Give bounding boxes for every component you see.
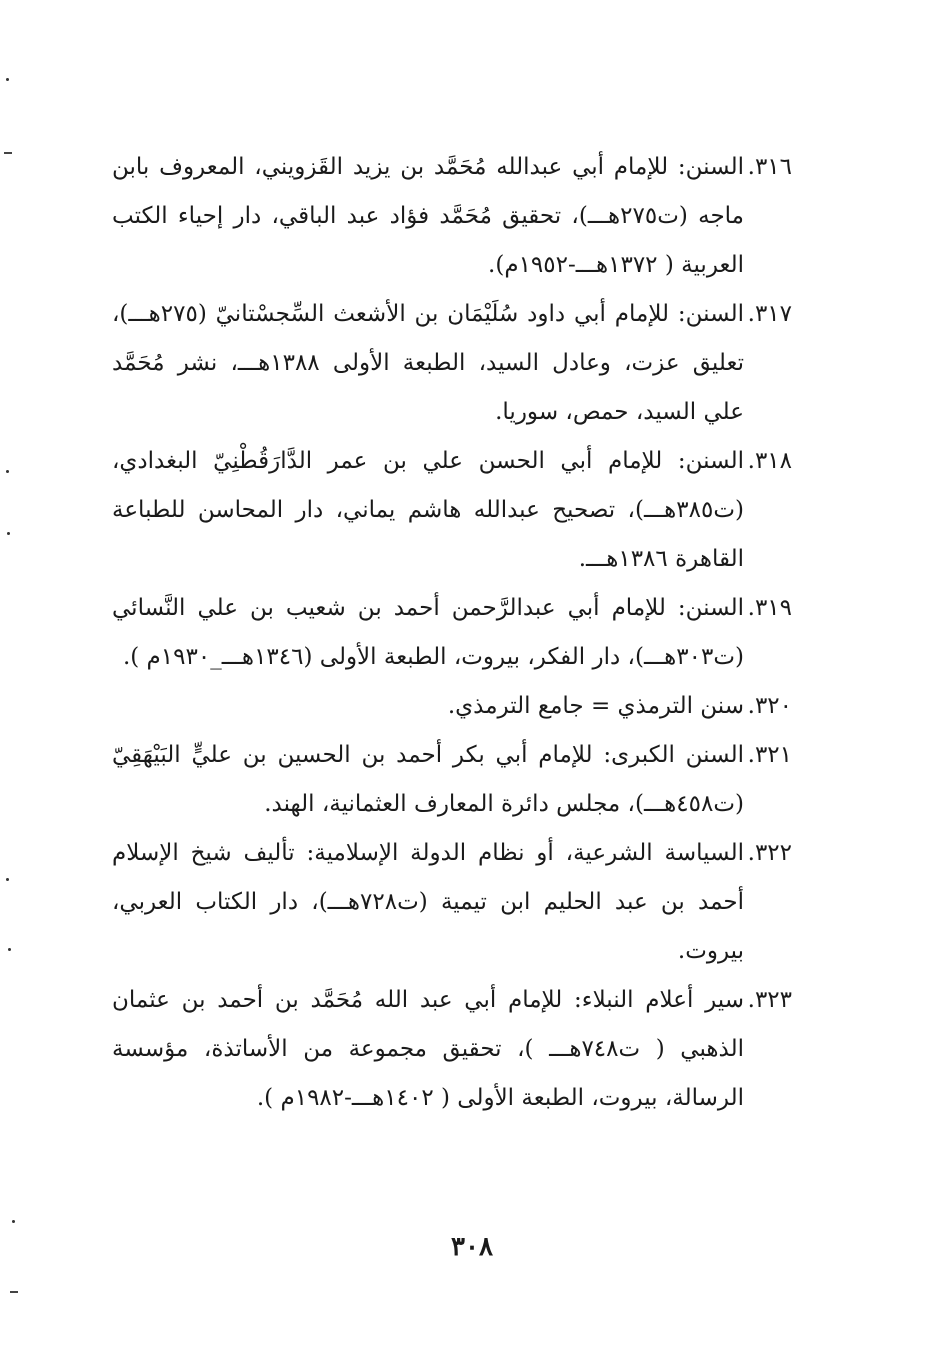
entry-number: ٣١٨. [747,448,792,474]
entry-number: ٣٢٣. [747,987,792,1013]
bibliography-entry [112,829,792,976]
entry-text: السياسة الشرعية، أو نظام الدولة الإسلامية: تأليف شيخ الإسلام أحمد بن عبد الحليم ابن تيمية (ت٧٢٨هـــ)، دار الكتاب العربي، بيروت. [112,840,744,964]
scan-speck [6,470,9,473]
scan-speck [6,78,9,81]
bibliography-list [112,143,792,1123]
entry-text: سير أعلام النبلاء: للإمام أبي عبد الله مُحَمَّد بن أحمد بن عثمان الذهبي ( ت٧٤٨هـــ )، تحقيق مجموعة من الأساتذة، مؤسسة الرسالة، بيروت، الطبعة الأولى ( ١٤٠٢هـــ-١٩٨٢م ). [112,987,744,1111]
entry-number: ٣١٦. [747,154,792,180]
scan-speck [4,152,12,154]
page-number: ٣٠٨ [451,1232,493,1262]
bibliography-entry [112,976,792,1123]
scan-speck [8,948,11,951]
bibliography-entry [112,290,792,437]
entry-number: ٣٢٠. [747,693,792,719]
scan-speck [10,1291,18,1293]
entry-number: ٣١٩. [747,595,792,621]
entry-text: السنن: للإمام أبي عبدالله مُحَمَّد بن يزيد القَزويني، المعروف بابن ماجه (ت٢٧٥هـــ)، تحقيق مُحَمَّد فؤاد عبد الباقي، دار إحياء الكتب العربية ( ١٣٧٢هـــ-١٩٥٢م). [112,154,744,278]
entry-text: السنن: للإمام أبي الحسن علي بن عمر الدَّارَقُطْنِيّ البغدادي، (ت٣٨٥هـــ)، تصحيح عبدالله هاشم يماني، دار المحاسن للطباعة القاهرة ١٣٨٦هـــ. [112,448,744,572]
scan-speck [6,878,9,881]
bibliography-entry [112,682,792,731]
bibliography-entry [112,437,792,584]
entry-number: ٣٢١. [747,742,792,768]
entry-number: ٣٢٢. [747,840,792,866]
entry-text: السنن الكبرى: للإمام أبي بكر أحمد بن الحسين بن عليٍّ البَيْهَقِيّ (ت٤٥٨هـــ)، مجلس دائرة المعارف العثمانية، الهند. [112,742,744,817]
scan-speck [12,1220,15,1223]
bibliography-entry [112,584,792,682]
bibliography-entry [112,143,792,290]
entry-text: السنن: للإمام أبي عبدالرَّحمن أحمد بن شعيب بن علي النَّسائي (ت٣٠٣هـــ)، دار الفكر، بيروت، الطبعة الأولى (١٣٤٦هـــ_١٩٣٠م ). [112,595,744,670]
entry-text: السنن: للإمام أبي داود سُلَيْمَان بن الأشعث السِّجسْتانيّ (٢٧٥هـــ)، تعليق عزت، وعادل السيد، الطبعة الأولى ١٣٨٨هـــ، نشر مُحَمَّد علي السيد، حمص، سوريا. [112,301,744,425]
entry-number: ٣١٧. [747,301,792,327]
entry-text: سنن الترمذي = جامع الترمذي. [447,693,744,719]
scan-speck [7,532,10,535]
bibliography-entry [112,731,792,829]
